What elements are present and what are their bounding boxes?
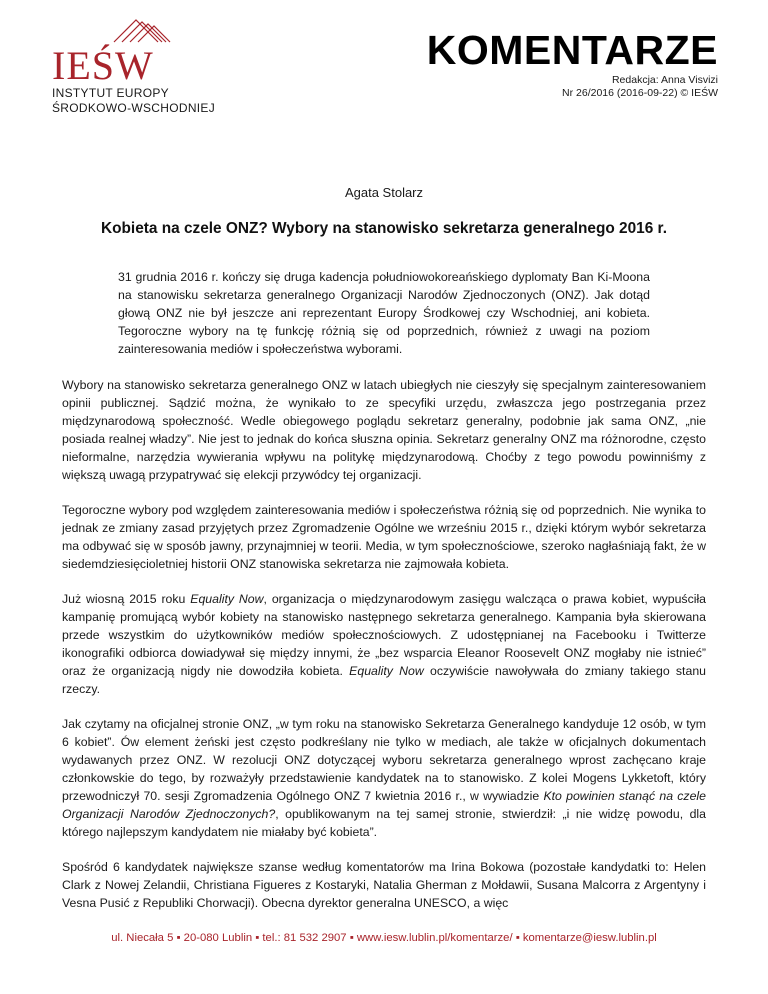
issue-line: Nr 26/2016 (2016-09-22) © IEŚW	[562, 87, 718, 99]
paragraph-2: Tegoroczne wybory pod względem zainteresowania mediów i społeczeństwa różnią się od poprzednich. Nie wynika to jednak ze zmiany zasad przyjętych przez Zgromadzenie Ogólne we wrześniu 2015 r., dzięki którym wybór sekretarza ma odbywać się w sposób jawny, przynajmniej w teorii. Media, w tym społecznościowe, szeroko nagłaśniają fakt, że w siedemdziesięcioletniej historii ONZ stanowiska sekretarza nie zajmowała kobieta.	[62, 503, 706, 571]
paragraph-3-text-c: oczywiście nawoływała do zmiany takiego stanu rzeczy.	[62, 664, 706, 696]
logo-letters: IEŚW	[52, 43, 154, 88]
paragraph-3-text-a: Już wiosną 2015 roku	[62, 592, 191, 606]
paragraph-3-text-b: , organizacja o międzynarodowym zasięgu walcząca o prawa kobiet, wypuściła kampanię promującą wybór kobiety na stanowisko następnego sekretarza generalnego. Kampania była skierowana przede wszystkim do użytkowników mediów społecznościowych. Z udostępnianej na Facebooku i Twitterze ikonografiki odbiorca dowiadywał się między innymi, że „bez wsparcia Eleanor Roosevelt ONZ mogłaby nie istnieć” oraz że organizacją nigdy nie dowodziła kobieta.	[62, 592, 707, 678]
paragraph-5: Spośród 6 kandydatek największe szanse według komentatorów ma Irina Bokowa (pozostałe kandydatki to: Helen Clark z Nowej Zelandii, Christiana Figueres z Kostaryki, Natalia Gherman z Mołdawii, Susana Malcorra z Argentyny i Vesna Pusić z Republiki Chorwacji). Obecna dyrektor generalna UNESCO, a więc	[62, 860, 706, 910]
footer-contact: ul. Niecała 5 ▪ 20-080 Lublin ▪ tel.: 81 532 2907 ▪ www.iesw.lublin.pl/komentarze/ ▪ komentarze@iesw.lublin.pl	[111, 932, 657, 944]
equality-now-ref-2: Equality Now	[349, 664, 424, 678]
interview-title: Kto powinien stanąć na czele Organizacji Narodów Zjednoczonych?	[62, 789, 706, 821]
paragraph-4	[62, 715, 706, 841]
series-title: KOMENTARZE	[426, 27, 718, 73]
editor-line: Redakcja: Anna Visvizi	[611, 74, 718, 86]
paragraph-3	[62, 590, 706, 698]
paragraph-1: Wybory na stanowisko sekretarza generalnego ONZ w latach ubiegłych nie cieszyły się specjalnym zainteresowaniem opinii publicznej. Sądzić można, że wynikało to ze specyfiki urzędu, zwłaszcza jego postrzegania przez międzynarodową społeczność. Wedle obiegowego poglądu sekretarz generalny, podobnie jak sama ONZ, „nie posiada realnej władzy”. Nie jest to jednak do końca słuszna opinia. Sekretarz generalny ONZ ma różnorodne, często nieformalne, narzędzia wywierania wpływu na politykę międzynarodową. Choćby z tego powodu powinniśmy z większą uwagą przypatrywać się elekcji przywódcy tej organizacji.	[62, 378, 706, 482]
paragraph-4-text-a: Jak czytamy na oficjalnej stronie ONZ, „w tym roku na stanowisko Sekretarza Generalnego kandyduje 12 osób, w tym 6 kobiet”. Ów element żeński jest często podkreślany nie tylko w mediach, ale także w oficjalnych dokumentach wydawanych przez ONZ. W rezolucji ONZ dotyczącej wyboru sekretarza generalnego wprost zachęcano kraje członkowskie do tego, by rozważyły przedstawienie kandydatek na to stanowisko. Z kolei Mogens Lykketoft, który przewodniczył 70. sesji Zgromadzenia Ogólnego ONZ 7 kwietnia 2016 r., w wywiadzie	[62, 717, 706, 803]
equality-now-ref-1: Equality Now	[190, 592, 264, 606]
article-body	[62, 376, 706, 912]
logo-line-2: ŚRODKOWO-WSCHODNIEJ	[52, 101, 216, 115]
lead-paragraph: 31 grudnia 2016 r. kończy się druga kadencja południowokoreańskiego dyplomaty Ban Ki-Moona na stanowisku sekretarza generalnego Organizacji Narodów Zjednoczonych (ONZ). Jak dotąd głową ONZ nie był jeszcze ani reprezentant Europy Środkowej czy Wschodniej, ani kobieta. Tegoroczne wybory na tę funkcję różnią się od poprzednich, również z uwagi na poziom zainteresowania mediów i społeczeństwa wyborami.	[118, 270, 650, 356]
paragraph-4-text-b: , opublikowanym na tej samej stronie, stwierdził: „i nie widzę powodu, dla którego najlepszym kandydatem nie miałaby być kobieta”.	[62, 807, 706, 839]
article-title: Kobieta na czele ONZ? Wybory na stanowisko sekretarza generalnego 2016 r.	[101, 220, 667, 237]
author: Agata Stolarz	[344, 185, 424, 200]
logo-line-1: INSTYTUT EUROPY	[52, 86, 169, 100]
iesw-logo	[52, 12, 282, 115]
